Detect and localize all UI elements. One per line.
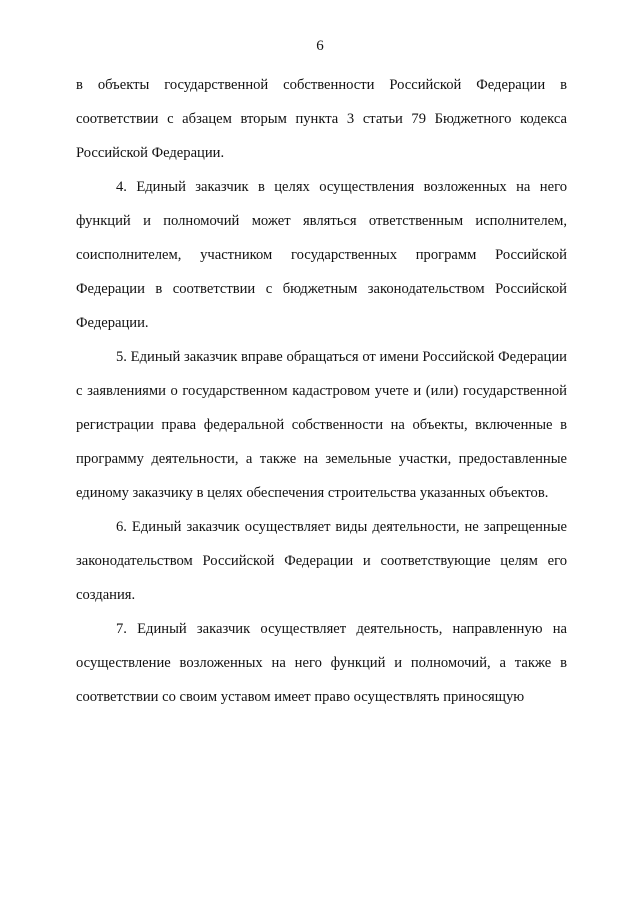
document-body — [76, 68, 567, 714]
paragraph-continuation: в объекты государственной собственности Российской Федерации в соответствии с абзацем вторым пункта 3 статьи 79 Бюджетного кодекса Российской Федерации. — [76, 77, 567, 161]
paragraph-5: 5. Единый заказчик вправе обращаться от имени Российской Федерации с заявлениями о государственном кадастровом учете и (или) государственной регистрации права федеральной собственности на объекты, включенные в программу деятельности, а также на земельные участки, предоставленные единому заказчику в целях обеспечения строительства указанных объектов. — [76, 349, 567, 501]
paragraph-6: 6. Единый заказчик осуществляет виды деятельности, не запрещенные законодательством Российской Федерации и соответствующие целям его создания. — [76, 519, 567, 603]
paragraph-4: 4. Единый заказчик в целях осуществления возложенных на него функций и полномочий может являться ответственным исполнителем, соисполнителем, участником государственных программ Российской Федерации в соответствии с бюджетным законодательством Российской Федерации. — [76, 179, 567, 331]
paragraph-7: 7. Единый заказчик осуществляет деятельность, направленную на осуществление возложенных на него функций и полномочий, а также в соответствии со своим уставом имеет право осуществлять приносящую — [76, 621, 567, 705]
page-number: 6 — [316, 38, 324, 54]
